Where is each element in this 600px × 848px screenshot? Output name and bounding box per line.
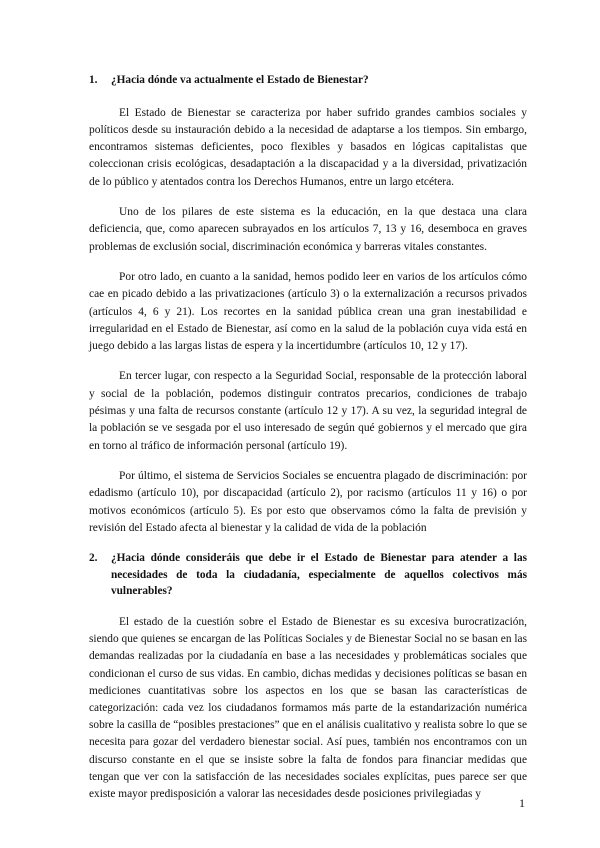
section-2-heading [89, 550, 527, 600]
page-content [89, 72, 527, 816]
section-2-paragraph-1: El estado de la cuestión sobre el Estado de Bienestar es su excesiva burocratización, siendo que quienes se encargan de las Políticas Sociales y de Bienestar Social no se basan en las demandas realizadas por la ciudadanía en base a las necesidades y problemáticas sociales que condicionan el curso de sus vidas. En cambio, dichas medidas y decisiones políticas se basan en mediciones cuantitativas sobre los aspectos en los que se basan las características de categorización: cada vez los ciudadanos formamos más parte de la estandarización numérica sobre la casilla de “posibles prestaciones” que en el análisis cualitativo y realista sobre lo que se necesita para gozar del verdadero bienestar social. Así pues, también nos encontramos con un discurso constante en el que se insiste sobre la falta de fondos para financiar medidas que tengan que ver con la satisfacción de las necesidades sociales explícitas, pues parece ser que existe mayor predisposición a valorar las necesidades desde posiciones privilegiadas y [89, 615, 527, 800]
page-number: 1 [519, 796, 525, 810]
section-1-title: ¿Hacia dónde va actualmente el Estado de Bienestar? [111, 74, 369, 86]
section-1-paragraph-3: Por otro lado, en cuanto a la sanidad, hemos podido leer en varios de los artículos cómo cae en picado debido a las privatizaciones (artículo 3) o la externalización a recursos privados (artículos 4, 6 y 21). Los recortes en la sanidad pública crean una gran inestabilidad e irregularidad en el Estado de Bienestar, así como en la salud de la población cuya vida está en juego debido a las largas listas de espera y la incertidumbre (artículos 10, 12 y 17). [89, 270, 527, 353]
section-1-paragraph-4: En tercer lugar, con respecto a la Seguridad Social, responsable de la protección laboral y social de la población, podemos distinguir contratos precarios, condiciones de trabajo pésimas y una falta de recursos constante (artículo 12 y 17). A su vez, la seguridad integral de la población se ve sesgada por el uso interesado de según qué gobiernos y el mercado que gira en torno al tráfico de información personal (artículo 19). [89, 370, 527, 452]
section-1-heading [89, 72, 527, 89]
section-1-number: 1. [89, 74, 98, 86]
section-2-number: 2. [89, 552, 98, 565]
section-1-paragraph-5: Por último, el sistema de Servicios Sociales se encuentra plagado de discriminación: por edadismo (artículo 10), por discapacidad (artículo 2), por racismo (artículos 11 y 16) o por motivos económicos (artículo 5). Es por esto que observamos cómo la falta de previsión y revisión del Estado afecta al bienestar y la calidad de vida de la población [89, 469, 527, 534]
section-1-paragraph-1: El Estado de Bienestar se caracteriza por haber sufrido grandes cambios sociales y políticos desde su instauración debido a la necesidad de adaptarse a los tiempos. Sin embargo, encontramos sistemas deficientes, poco flexibles y basados en lógicas capitalistas que coleccionan crisis ecológicas, desadaptación a la discapacidad y a la diversidad, privatización de lo público y atentados contra los Derechos Humanos, entre un largo etcétera. [89, 106, 527, 188]
section-2-title: ¿Hacia dónde consideráis que debe ir el Estado de Bienestar para atender a las necesidades de toda la ciudadanía, especialmente de aquellos colectivos más vulnerables? [111, 552, 527, 598]
section-1-paragraph-2: Uno de los pilares de este sistema es la educación, en la que destaca una clara deficiencia, que, como aparecen subrayados en los artículos 7, 13 y 16, desemboca en graves problemas de exclusión social, discriminación económica y barreras vitales constantes. [89, 206, 527, 253]
